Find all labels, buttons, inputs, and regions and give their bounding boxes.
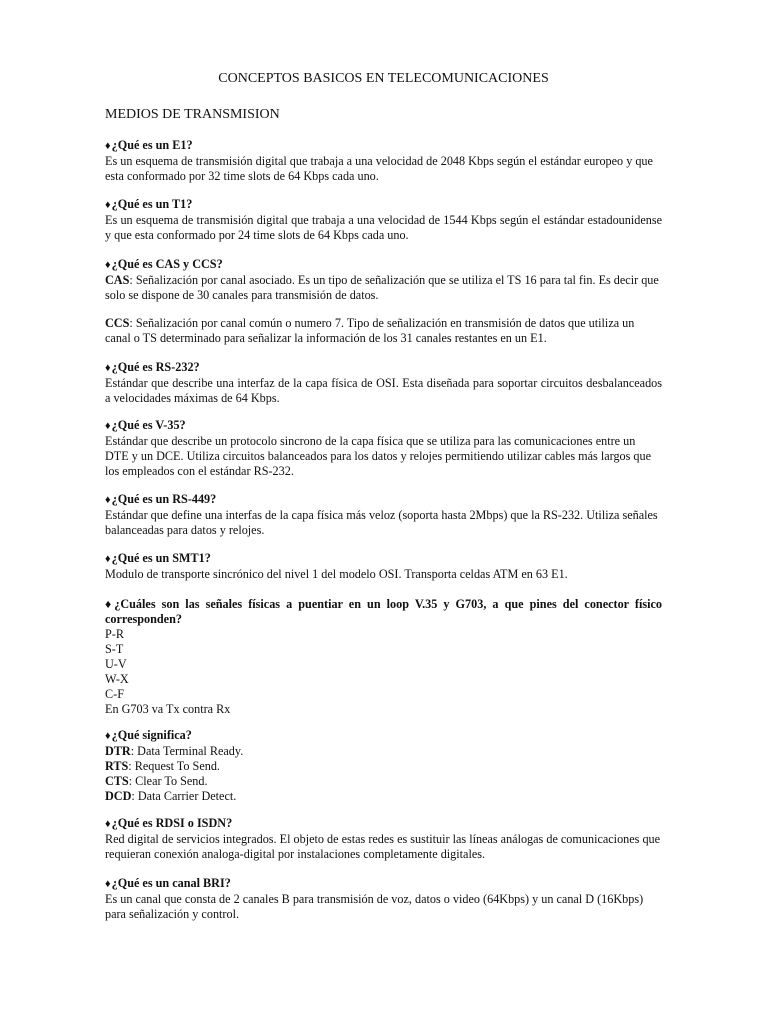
page-title: CONCEPTOS BASICOS EN TELECOMUNICACIONES	[218, 71, 549, 86]
answer-text: Es un esquema de transmisión digital que trabaja a una velocidad de 1544 Kbps según el estándar estadounidense y que esta conformado por 24 time slots de 64 Kbps cada uno.	[105, 213, 662, 242]
diamond-bullet-icon: ♦	[105, 818, 111, 830]
question-heading: ♦¿Cuáles son las señales físicas a puentiar en un loop V.35 y G703, a que pines del conector físico corresponden?	[105, 597, 663, 626]
question-heading: ♦¿Qué es RS-232?	[105, 360, 200, 374]
answer-text: Es un canal que consta de 2 canales B para transmisión de voz, datos o video (64Kbps) y un canal D (16Kbps) para señalización y control.	[105, 892, 644, 921]
qa-cas-ccs	[105, 257, 662, 303]
answer-text: Estándar que define una interfas de la capa física más veloz (soporta hasta 2Mbps) que la RS-232. Utiliza señales balanceadas para datos y relojes.	[105, 508, 658, 537]
qa-e1	[105, 138, 662, 184]
definition-item: RTS: Request To Send.	[105, 759, 220, 773]
question-heading: ♦¿Qué significa?	[105, 728, 192, 742]
question-heading: ♦¿Qué es un T1?	[105, 197, 193, 211]
qa-ccs	[105, 316, 662, 346]
list-item: En G703 va Tx contra Rx	[105, 702, 231, 716]
diamond-bullet-icon: ♦	[105, 597, 115, 611]
diamond-bullet-icon: ♦	[105, 420, 111, 432]
list-item: S-T	[105, 642, 124, 656]
question-heading: ♦¿Qué es CAS y CCS?	[105, 257, 223, 271]
question-heading: ♦¿Qué es RDSI o ISDN?	[105, 816, 233, 830]
qa-rdsi	[105, 816, 662, 862]
qa-bri	[105, 876, 662, 922]
qa-v35	[105, 418, 662, 479]
question-heading: ♦¿Qué es un canal BRI?	[105, 876, 231, 890]
diamond-bullet-icon: ♦	[105, 730, 111, 742]
definition-item: DCD: Data Carrier Detect.	[105, 789, 237, 803]
answer-text: Estándar que describe una interfaz de la capa física de OSI. Esta diseñada para soportar circuitos desbalanceados a velocidades máximas de 64 Kbps.	[105, 376, 662, 405]
qa-smt1	[105, 551, 662, 582]
qa-rs449	[105, 492, 662, 538]
list-item: U-V	[105, 657, 127, 671]
diamond-bullet-icon: ♦	[105, 259, 111, 271]
question-heading: ♦¿Qué es V-35?	[105, 418, 186, 432]
question-heading: ♦¿Qué es un RS-449?	[105, 492, 217, 506]
question-heading: ♦¿Qué es un SMT1?	[105, 551, 211, 565]
diamond-bullet-icon: ♦	[105, 140, 111, 152]
definition-ccs: CCS: Señalización por canal común o numero 7. Tipo de señalización en transmisión de datos que utiliza un canal o TS determinado para señalizar la información de los 31 canales restantes en un E1.	[105, 316, 635, 345]
answer-text: Es un esquema de transmisión digital que trabaja a una velocidad de 2048 Kbps según el estándar europeo y que esta conformado por 32 time slots de 64 Kbps cada uno.	[105, 154, 653, 183]
section-heading: MEDIOS DE TRANSMISION	[105, 107, 280, 122]
qa-significa	[105, 728, 662, 804]
diamond-bullet-icon: ♦	[105, 553, 111, 565]
question-heading: ♦¿Qué es un E1?	[105, 138, 193, 152]
definition-item: DTR: Data Terminal Ready.	[105, 744, 244, 758]
diamond-bullet-icon: ♦	[105, 362, 111, 374]
definition-item: CTS: Clear To Send.	[105, 774, 208, 788]
qa-t1	[105, 197, 662, 243]
answer-text: Red digital de servicios integrados. El objeto de estas redes es sustituir las líneas análogas de comunicaciones que requieran conexión analoga-digital por instalaciones completamente digitales.	[105, 832, 661, 861]
diamond-bullet-icon: ♦	[105, 494, 111, 506]
definition-cas: CAS: Señalización por canal asociado. Es un tipo de señalización que se utiliza el TS 16 para tal fin. Es decir que solo se dispone de 30 canales para transmisión de datos.	[105, 273, 659, 302]
list-item: W-X	[105, 672, 129, 686]
list-item: C-F	[105, 687, 124, 701]
qa-loop	[105, 597, 662, 717]
answer-text: Estándar que describe un protocolo sincrono de la capa física que se utiliza para las comunicaciones entre un DTE y un DCE. Utiliza circuitos balanceados para los datos y relojes permitiendo utilizar cables más largos que los empleados con el estándar RS-232.	[105, 434, 652, 478]
diamond-bullet-icon: ♦	[105, 199, 111, 211]
list-item: P-R	[105, 627, 124, 641]
diamond-bullet-icon: ♦	[105, 878, 111, 890]
answer-text: Modulo de transporte sincrónico del nivel 1 del modelo OSI. Transporta celdas ATM en 63 E1.	[105, 567, 568, 581]
qa-rs232	[105, 360, 662, 406]
